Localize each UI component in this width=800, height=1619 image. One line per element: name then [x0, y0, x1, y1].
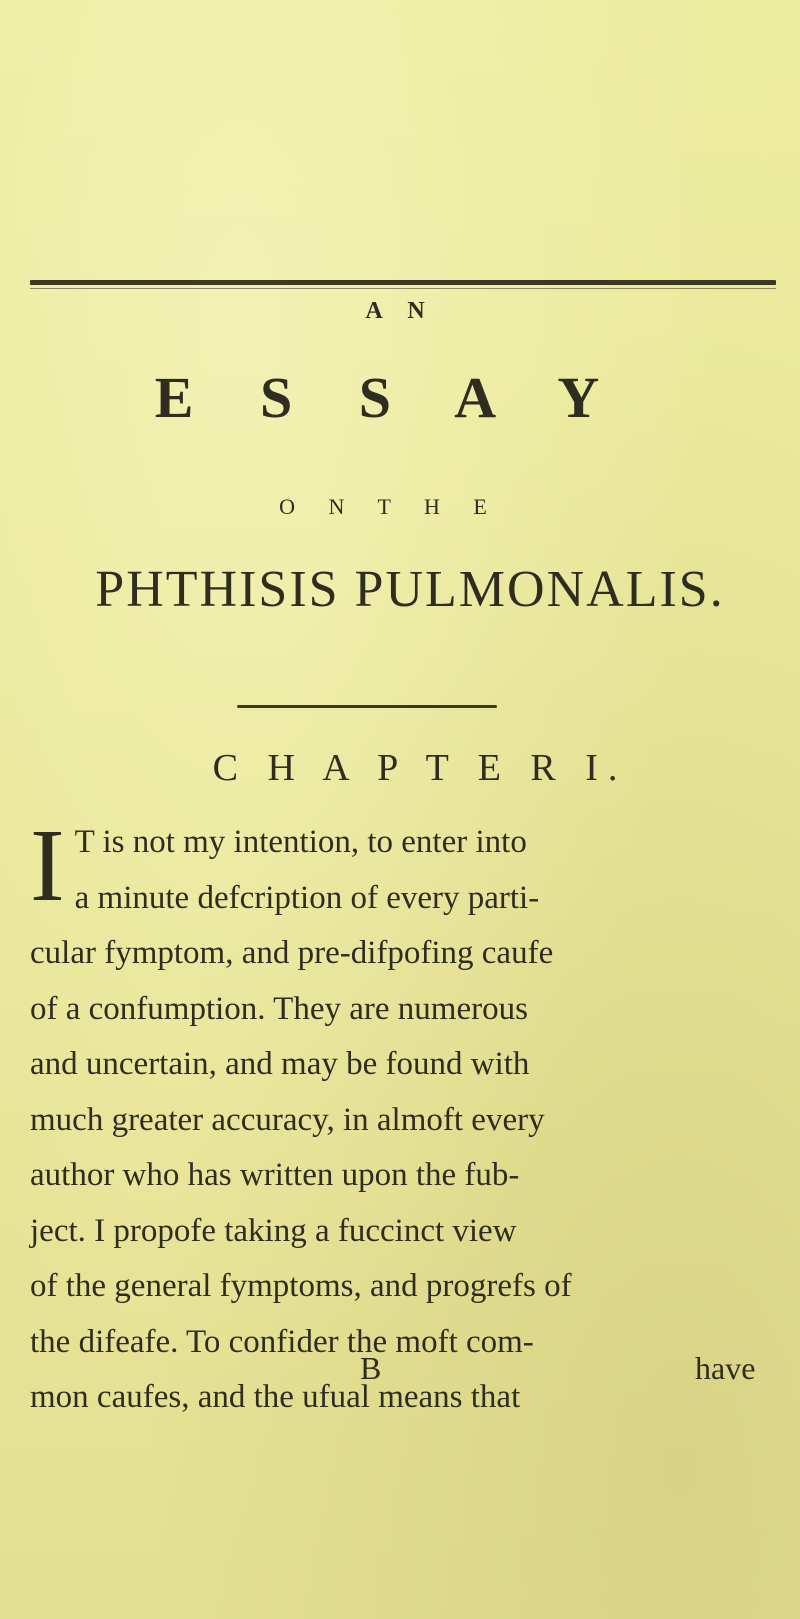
text-line: T is not my intention, to enter into	[74, 824, 527, 860]
heading-essay: E S S A Y	[154, 365, 626, 430]
header-rule	[30, 280, 776, 285]
header-rule-thin	[30, 288, 776, 289]
text-line: of the general fymptoms, and progrefs of	[30, 1268, 572, 1304]
body-text	[30, 808, 765, 1426]
text-line: author who has written upon the fub-	[30, 1157, 520, 1193]
section-divider	[237, 705, 497, 708]
text-line: ject. I propofe taking a fuccinct view	[30, 1212, 517, 1249]
catchword: have	[695, 1350, 756, 1386]
text-line: and uncertain, and may be found with	[30, 1046, 530, 1082]
text-line: much greater accuracy, in almoft every	[30, 1101, 545, 1138]
text-line: cular fymptom, and pre-difpofing caufe	[30, 935, 554, 971]
drop-cap: I	[30, 808, 65, 923]
text-line: the difeafe. To confider the moft com-	[30, 1323, 534, 1360]
heading-title: PHTHISIS PULMONALIS.	[95, 561, 725, 618]
heading-on-the: O N T H E	[279, 494, 501, 519]
heading-an: A N	[365, 298, 435, 324]
text-line: mon caufes, and the ufual means that	[30, 1379, 521, 1415]
signature-mark: B	[360, 1350, 382, 1386]
text-line: of a confumption. They are numerous	[30, 990, 528, 1027]
chapter-heading: C H A P T E R I.	[212, 747, 628, 789]
text-line: a minute defcription of every parti-	[74, 879, 540, 916]
